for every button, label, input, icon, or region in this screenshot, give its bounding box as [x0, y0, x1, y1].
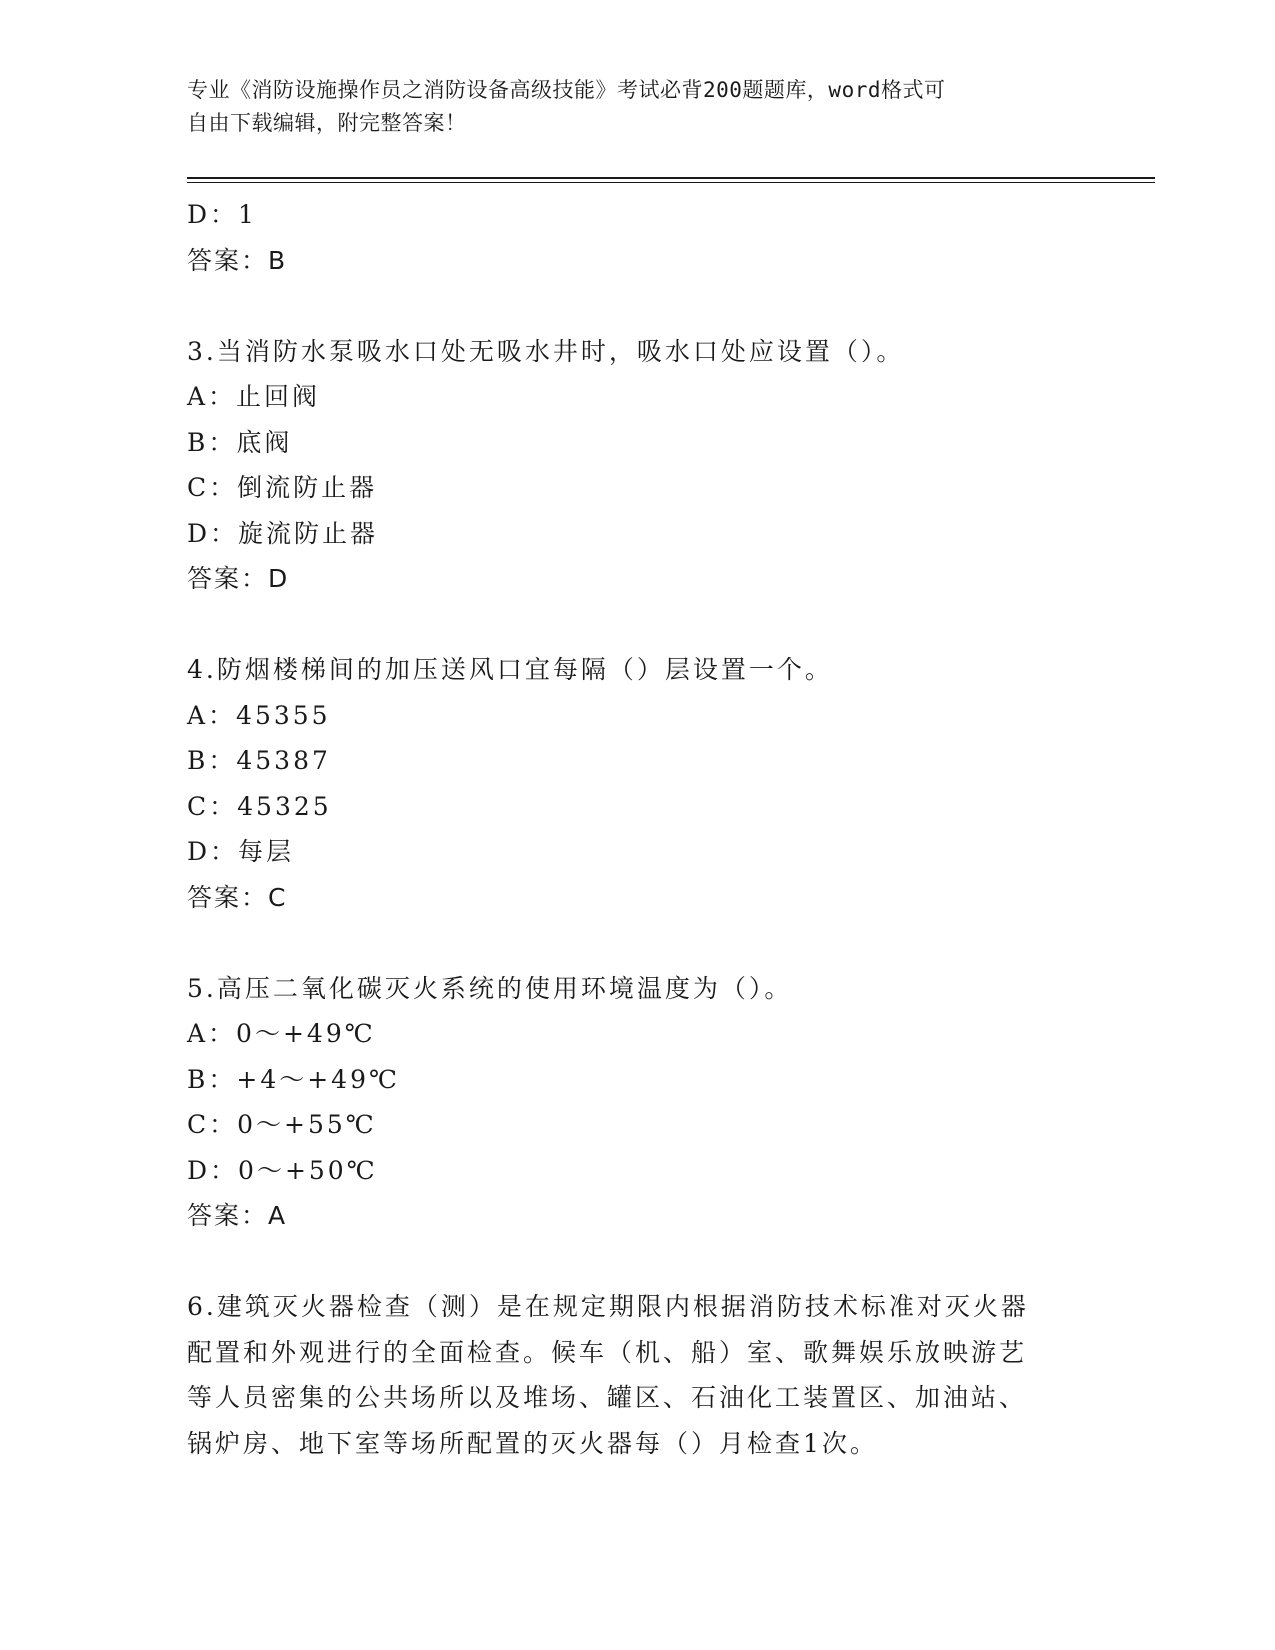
option-d: D：0～+50℃	[187, 1155, 378, 1185]
question-4	[187, 647, 1067, 920]
option-b: B：+4～+49℃	[187, 1064, 400, 1094]
question-text-line-4: 锅炉房、地下室等场所配置的灭火器每（）月检查1次。	[187, 1428, 878, 1458]
header-line-1: 专业《消防设施操作员之消防设备高级技能》考试必背200题题库，word格式可	[187, 78, 946, 102]
answer-line: 答案：A	[187, 1201, 288, 1230]
option-d: D：1	[187, 200, 257, 229]
spacer	[187, 283, 1067, 329]
option-d: D：旋流防止器	[187, 518, 379, 548]
question-title: 4.防烟楼梯间的加压送风口宜每隔（）层设置一个。	[187, 655, 833, 684]
option-c: C：45325	[187, 791, 332, 821]
option-c: C：0～+55℃	[187, 1110, 377, 1139]
option-d: D：每层	[187, 837, 295, 866]
option-a: A：0～+49℃	[187, 1019, 376, 1048]
question-title: 5.高压二氧化碳灭火系统的使用环境温度为（）。	[187, 973, 793, 1003]
option-a: A：45355	[187, 700, 331, 730]
option-b: B：底阀	[187, 427, 293, 457]
document-body	[187, 192, 1067, 1466]
question-text-line-2: 配置和外观进行的全面检查。候车（机、船）室、歌舞娱乐放映游艺	[187, 1337, 1028, 1367]
question-6	[187, 1284, 1067, 1466]
question-text-line-3: 等人员密集的公共场所以及堆场、罐区、石油化工装置区、加油站、	[187, 1383, 1028, 1412]
answer-line: 答案：D	[187, 564, 290, 593]
spacer	[187, 920, 1067, 966]
question-5	[187, 966, 1067, 1239]
question-text-line-1: 6.建筑灭火器检查（测）是在规定期限内根据消防技术标准对灭火器	[187, 1292, 1029, 1321]
spacer	[187, 1239, 1067, 1285]
option-b: B：45387	[187, 746, 331, 775]
header-line-2: 自由下载编辑，附完整答案！	[187, 111, 467, 135]
spacer	[187, 602, 1067, 648]
answer-line: 答案：C	[187, 882, 288, 912]
option-a: A：止回阀	[187, 382, 321, 411]
answer-line: 答案：B	[187, 245, 288, 275]
header-divider-thick	[187, 177, 1155, 179]
document-header	[187, 74, 1067, 140]
previous-question-tail	[187, 192, 1067, 283]
header-divider-thin	[187, 182, 1155, 183]
option-c: C：倒流防止器	[187, 473, 378, 502]
question-title: 3.当消防水泵吸水口处无吸水井时，吸水口处应设置（）。	[187, 336, 905, 366]
question-3	[187, 329, 1067, 602]
